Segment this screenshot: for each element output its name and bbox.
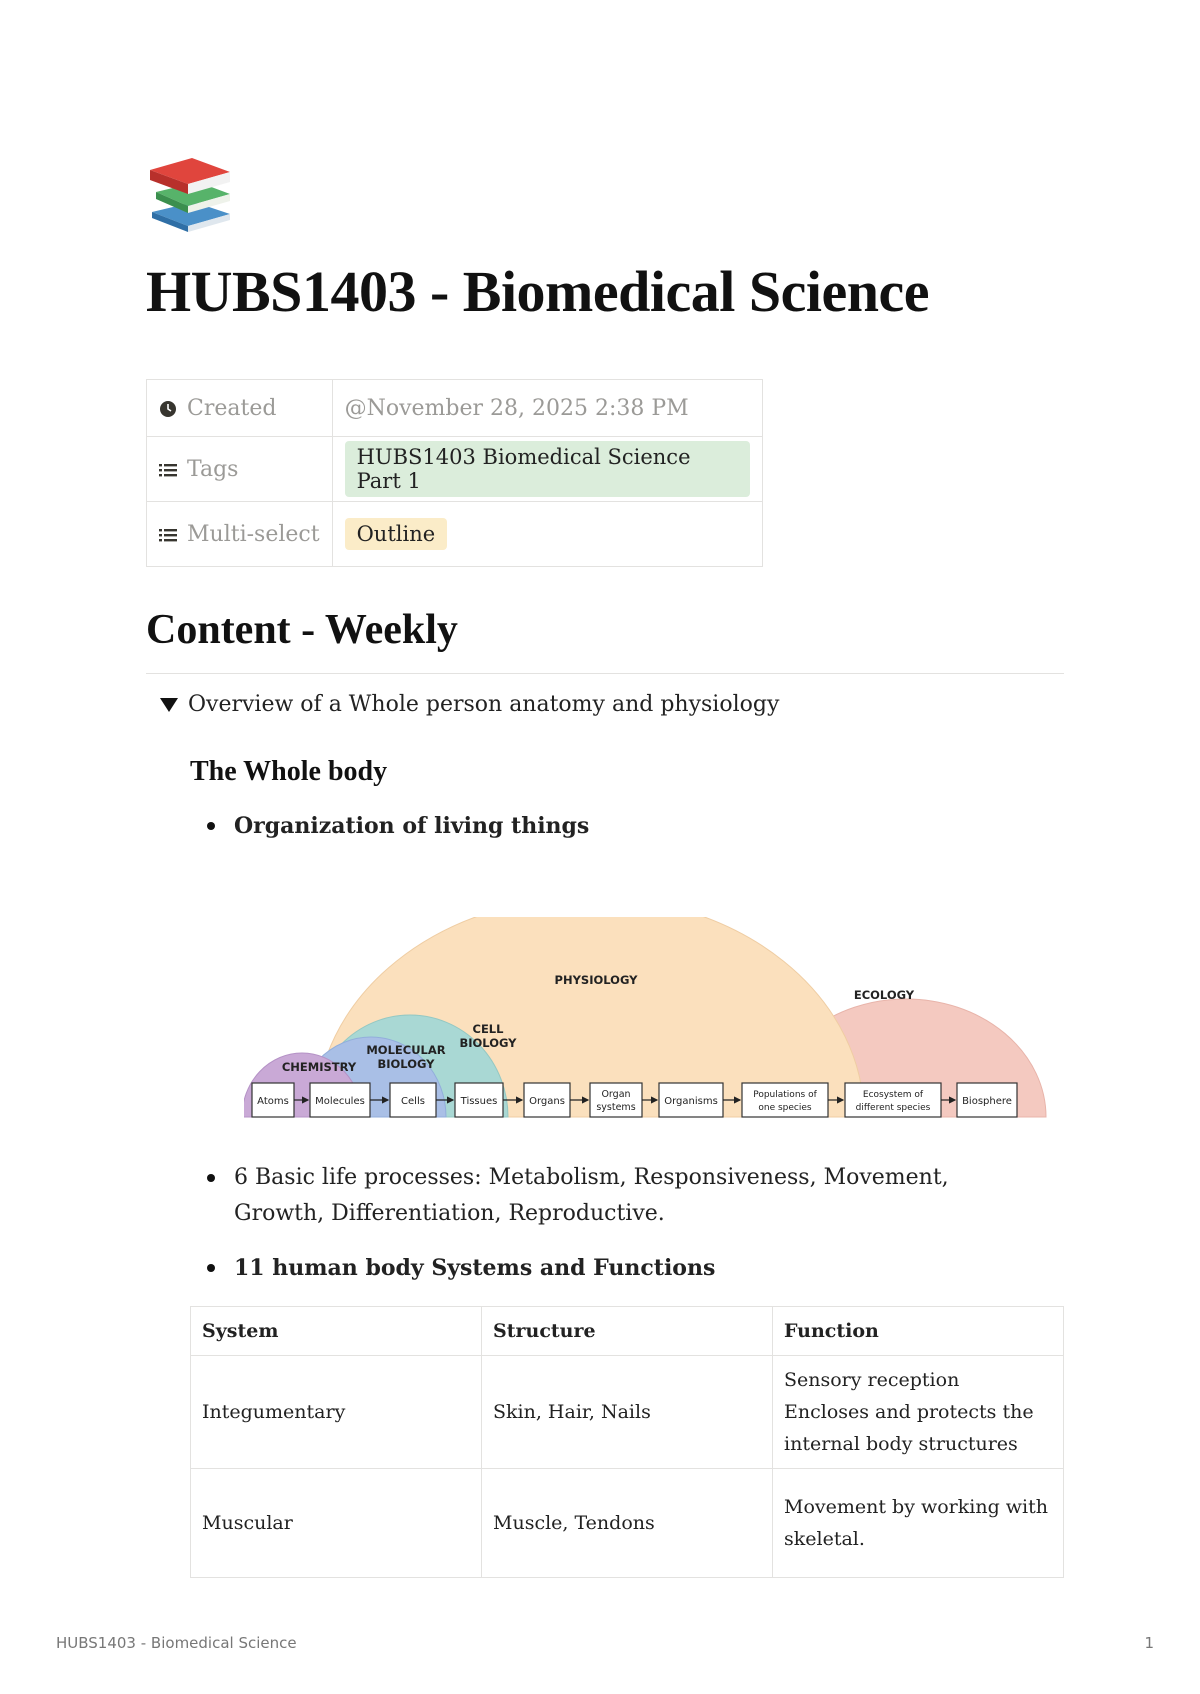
- column-header: Function: [773, 1307, 1064, 1356]
- property-label-cell: [147, 437, 333, 502]
- level-molecules: Molecules: [315, 1096, 365, 1107]
- property-row-multiselect: [147, 502, 763, 567]
- table-cell: Muscular: [191, 1469, 482, 1578]
- label-physiology: PHYSIOLOGY: [554, 973, 638, 987]
- subheading: The Whole body: [190, 756, 388, 787]
- function-line: skeletal.: [784, 1528, 865, 1550]
- table-cell: Muscle, Tendons: [482, 1469, 773, 1578]
- label-molecular: MOLECULAR: [366, 1043, 446, 1057]
- column-header: Structure: [482, 1307, 773, 1356]
- level-tissues: Tissues: [460, 1096, 498, 1107]
- multiselect-pill[interactable]: Outline: [345, 518, 448, 550]
- books-stack-icon: [146, 150, 234, 232]
- function-line: Sensory reception: [784, 1369, 960, 1391]
- created-value: @November 28, 2025 2:38 PM: [332, 380, 762, 437]
- bullet-list: [190, 1250, 980, 1286]
- level-one-species: one species: [758, 1103, 812, 1113]
- multiselect-value-cell: [332, 502, 762, 567]
- function-line: internal body structures: [784, 1433, 1018, 1455]
- level-atoms: Atoms: [257, 1096, 289, 1107]
- label-chemistry: CHEMISTRY: [281, 1060, 357, 1074]
- section-divider: [146, 673, 1064, 674]
- footer-title: HUBS1403 - Biomedical Science: [56, 1634, 297, 1652]
- level-different-species: different species: [855, 1103, 931, 1113]
- systems-table: [190, 1306, 1064, 1578]
- bullet-list: [190, 808, 980, 844]
- label-molecular-biology: BIOLOGY: [377, 1057, 435, 1071]
- page-title: HUBS1403 - Biomedical Science: [146, 259, 929, 324]
- properties-table: [146, 379, 763, 567]
- table-cell-function: [773, 1469, 1064, 1578]
- function-line: Movement by working with: [784, 1496, 1049, 1518]
- clock-icon: [159, 400, 177, 418]
- table-row: [191, 1356, 1064, 1469]
- list-icon: [159, 462, 177, 478]
- level-ecosystem-of: Ecosystem of: [862, 1090, 924, 1100]
- function-line: Encloses and protects the: [784, 1401, 1034, 1423]
- page-number: 1: [1144, 1634, 1154, 1652]
- property-row-created: [147, 380, 763, 437]
- book-top: [150, 158, 230, 194]
- property-label: Multi-select: [187, 521, 320, 547]
- list-item: Organization of living things: [190, 808, 980, 844]
- level-populations-of: Populations of: [753, 1090, 817, 1100]
- level-organ: Organ: [601, 1089, 631, 1100]
- column-header: System: [191, 1307, 482, 1356]
- property-label: Created: [187, 395, 277, 421]
- toggle-label: Overview of a Whole person anatomy and physiology: [188, 692, 780, 717]
- tags-value-cell: [332, 437, 762, 502]
- list-item: 11 human body Systems and Functions: [190, 1250, 980, 1286]
- label-ecology: ECOLOGY: [853, 988, 915, 1002]
- property-label: Tags: [187, 456, 239, 482]
- level-cells: Cells: [401, 1096, 425, 1107]
- section-heading: Content - Weekly: [146, 607, 458, 653]
- organization-diagram: [244, 917, 1054, 1122]
- table-header-row: [191, 1307, 1064, 1356]
- level-biosphere: Biosphere: [962, 1096, 1012, 1107]
- table-cell: Integumentary: [191, 1356, 482, 1469]
- property-label-cell: [147, 380, 333, 437]
- level-organisms: Organisms: [664, 1096, 718, 1107]
- tag-pill[interactable]: HUBS1403 Biomedical Science Part 1: [345, 441, 750, 497]
- level-organs: Organs: [529, 1096, 565, 1107]
- list-icon: [159, 527, 177, 543]
- list-item: 6 Basic life processes: Metabolism, Responsiveness, Movement, Growth, Differentiation, Reproductive.: [190, 1160, 980, 1232]
- level-systems: systems: [596, 1102, 636, 1113]
- label-cell: CELL: [472, 1022, 504, 1036]
- label-cell-biology: BIOLOGY: [459, 1036, 517, 1050]
- property-row-tags: [147, 437, 763, 502]
- toggle-triangle-icon[interactable]: [160, 698, 178, 712]
- table-row: [191, 1469, 1064, 1578]
- bullet-list: [190, 1160, 980, 1232]
- toggle-block[interactable]: [160, 692, 779, 717]
- property-label-cell: [147, 502, 333, 567]
- table-cell: Skin, Hair, Nails: [482, 1356, 773, 1469]
- table-cell-function: [773, 1356, 1064, 1469]
